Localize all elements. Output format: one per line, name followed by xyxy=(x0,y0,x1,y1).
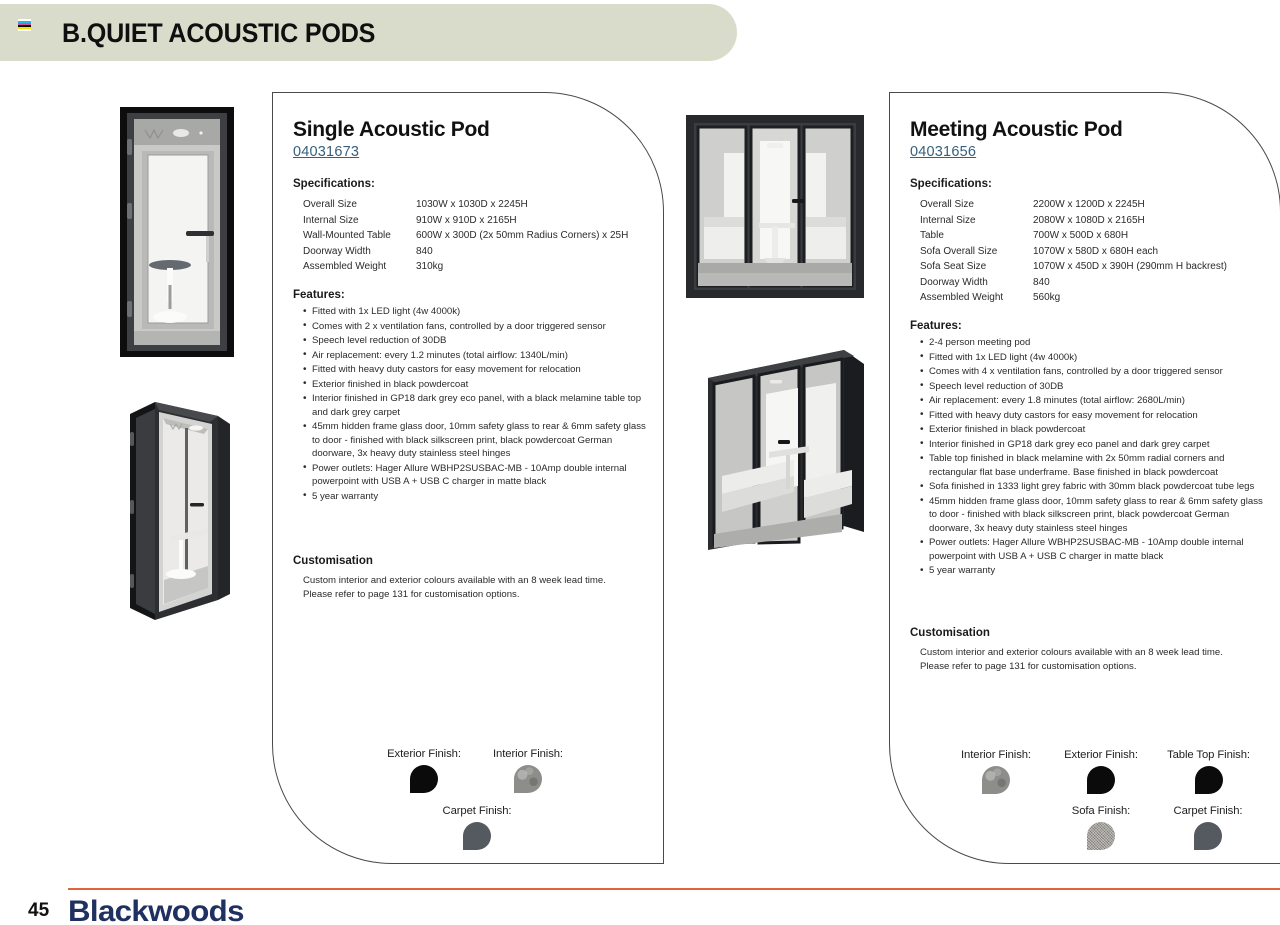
customisation-line-1: Custom interior and exterior colours available with an 8 week lead time. xyxy=(920,647,1223,658)
feature-item: • 5 year warranty xyxy=(301,490,653,504)
spec-row xyxy=(920,197,1272,213)
finish-label: Interior Finish: xyxy=(961,749,1031,761)
single-pod-angled-view-image xyxy=(118,388,238,628)
features-list xyxy=(918,336,1270,579)
customisation-heading: Customisation xyxy=(293,555,373,567)
swatch-black-powdercoat xyxy=(1087,766,1115,794)
finish-exterior xyxy=(364,748,484,793)
feature-item: • 45mm hidden frame glass door, 10mm safety glass to rear & 6mm safety glass to door - finished with black silkscreen print, black powdercoat German doorware, 3x heavy duty stainless steel hinges xyxy=(301,420,653,461)
swatch-light-grey-fabric xyxy=(1087,822,1115,850)
spec-value: 1070W x 450D x 390H (290mm H backrest) xyxy=(1033,261,1227,272)
finish-sofa xyxy=(1041,805,1161,850)
spec-value: 600W x 300D (2x 50mm Radius Corners) x 25H xyxy=(416,230,629,241)
spec-label: Doorway Width xyxy=(303,245,371,257)
finish-label: Table Top Finish: xyxy=(1167,749,1250,761)
features-list xyxy=(301,305,653,504)
spec-value: 1070W x 580D x 680H each xyxy=(1033,245,1159,257)
product-title: Single Acoustic Pod xyxy=(293,118,490,141)
spec-label: Internal Size xyxy=(920,214,976,226)
spec-row xyxy=(303,197,653,213)
spec-label: Doorway Width xyxy=(920,276,988,288)
specifications-table xyxy=(920,197,1272,306)
product-card-meeting-acoustic-pod xyxy=(889,92,1280,864)
customisation-heading: Customisation xyxy=(910,627,990,639)
spec-row xyxy=(303,213,653,229)
spec-row xyxy=(920,290,1272,306)
feature-item: • 5 year warranty xyxy=(918,564,1270,578)
finish-carpet xyxy=(417,805,537,850)
finish-carpet xyxy=(1148,805,1268,850)
spec-value: 910W x 910D x 2165H xyxy=(416,214,517,226)
spec-label: Assembled Weight xyxy=(920,292,1004,303)
specifications-heading: Specifications: xyxy=(910,178,992,190)
spec-value: 700W x 500D x 680H xyxy=(1033,230,1129,241)
product-code-link[interactable]: 04031673 xyxy=(293,144,360,160)
spec-value: 2080W x 1080D x 2165H xyxy=(1033,214,1145,226)
spec-row xyxy=(303,259,653,275)
meeting-pod-front-view-image xyxy=(684,113,866,300)
spec-label: Wall-Mounted Table xyxy=(303,230,391,241)
spec-label: Assembled Weight xyxy=(303,261,387,272)
finish-label: Carpet Finish: xyxy=(1173,805,1243,817)
swatch-dark-grey-carpet xyxy=(463,822,491,850)
specifications-table xyxy=(303,197,653,275)
spec-value: 2200W x 1200D x 2245H xyxy=(1033,199,1145,210)
spec-value: 560kg xyxy=(1033,292,1061,303)
specifications-heading: Specifications: xyxy=(293,178,375,190)
brand-logo: Blackwoods xyxy=(68,895,244,925)
spec-value: 840 xyxy=(416,245,433,257)
product-card-single-acoustic-pod xyxy=(272,92,664,864)
single-pod-front-view-image xyxy=(118,105,236,360)
feature-item: • Air replacement: every 1.8 minutes (total airflow: 2680L/min) xyxy=(918,394,1270,408)
finish-interior xyxy=(936,749,1056,794)
swatch-black-powdercoat xyxy=(410,765,438,793)
spec-value: 840 xyxy=(1033,276,1050,288)
feature-item: • 45mm hidden frame glass door, 10mm safety glass to rear & 6mm safety glass to door - finished with black silkscreen print, black powdercoat German doorware, 3x heavy duty stainless steel hinges xyxy=(918,495,1270,536)
feature-item: • Interior finished in GP18 dark grey eco panel, with a black melamine table top and dark grey carpet xyxy=(301,392,653,419)
spec-row xyxy=(920,213,1272,229)
swatch-grey-eco-panel xyxy=(982,766,1010,794)
spec-row xyxy=(920,244,1272,260)
feature-item: • 2-4 person meeting pod xyxy=(918,336,1270,350)
spec-row xyxy=(303,228,653,244)
feature-item: • Interior finished in GP18 dark grey eco panel and dark grey carpet xyxy=(918,438,1270,452)
finish-label: Exterior Finish: xyxy=(1064,749,1138,761)
feature-item: • Fitted with 1x LED light (4w 4000k) xyxy=(918,351,1270,365)
swatch-black-melamine xyxy=(1195,766,1223,794)
feature-item: • Air replacement: every 1.2 minutes (total airflow: 1340L/min) xyxy=(301,349,653,363)
finish-label: Interior Finish: xyxy=(493,748,563,760)
customisation-text xyxy=(920,646,1272,674)
spec-row xyxy=(920,275,1272,291)
features-heading: Features: xyxy=(910,320,962,332)
finish-label: Exterior Finish: xyxy=(387,748,461,760)
spec-row xyxy=(920,259,1272,275)
swatch-dark-grey-carpet xyxy=(1194,822,1222,850)
spec-value: 310kg xyxy=(416,261,444,272)
feature-item: • Fitted with heavy duty castors for easy movement for relocation xyxy=(918,409,1270,423)
feature-item: • Exterior finished in black powdercoat xyxy=(918,423,1270,437)
feature-item: • Comes with 2 x ventilation fans, controlled by a door triggered sensor xyxy=(301,320,653,334)
feature-item: • Speech level reduction of 30DB xyxy=(918,380,1270,394)
feature-item: • Sofa finished in 1333 light grey fabric with 30mm black powdercoat tube legs xyxy=(918,480,1270,494)
cmyk-registration-bar-icon xyxy=(18,19,31,31)
spec-row xyxy=(303,244,653,260)
feature-item: • Fitted with heavy duty castors for easy movement for relocation xyxy=(301,363,653,377)
meeting-pod-angled-view-image xyxy=(694,336,874,564)
spec-label: Internal Size xyxy=(303,214,359,226)
customisation-text xyxy=(303,574,653,602)
finish-label: Sofa Finish: xyxy=(1071,805,1131,817)
feature-item: • Speech level reduction of 30DB xyxy=(301,334,653,348)
feature-item: • Power outlets: Hager Allure WBHP2SUSBAC-MB - 10Amp double internal powerpoint with USB A + USB C charger in matte black xyxy=(918,536,1270,563)
product-title: Meeting Acoustic Pod xyxy=(910,118,1123,141)
feature-item: • Table top finished in black melamine with 2x 50mm radial corners and rectangular flat base underframe. Base finished in black powdercoat xyxy=(918,452,1270,479)
page-number: 45 xyxy=(28,900,50,921)
spec-label: Overall Size xyxy=(303,199,357,210)
spec-row xyxy=(920,228,1272,244)
finish-table-top xyxy=(1146,749,1271,794)
spec-label: Sofa Seat Size xyxy=(920,261,987,272)
feature-item: • Exterior finished in black powdercoat xyxy=(301,378,653,392)
spec-label: Sofa Overall Size xyxy=(920,245,998,257)
finish-exterior xyxy=(1041,749,1161,794)
product-code-link[interactable]: 04031656 xyxy=(910,144,977,160)
finish-interior xyxy=(468,748,588,793)
footer-divider xyxy=(68,888,1280,890)
spec-label: Overall Size xyxy=(920,199,974,210)
feature-item: • Comes with 4 x ventilation fans, controlled by a door triggered sensor xyxy=(918,365,1270,379)
customisation-line-1: Custom interior and exterior colours available with an 8 week lead time. xyxy=(303,575,606,586)
spec-label: Table xyxy=(920,230,944,241)
customisation-line-2: Please refer to page 131 for customisation options. xyxy=(920,661,1137,672)
feature-item: • Fitted with 1x LED light (4w 4000k) xyxy=(301,305,653,319)
page-title: B.QUIET ACOUSTIC PODS xyxy=(62,18,376,48)
spec-value: 1030W x 1030D x 2245H xyxy=(416,199,528,210)
finish-label: Carpet Finish: xyxy=(442,805,512,817)
swatch-grey-eco-panel xyxy=(514,765,542,793)
customisation-line-2: Please refer to page 131 for customisation options. xyxy=(303,589,520,600)
features-heading: Features: xyxy=(293,289,345,301)
feature-item: • Power outlets: Hager Allure WBHP2SUSBAC-MB - 10Amp double internal powerpoint with USB A + USB C charger in matte black xyxy=(301,462,653,489)
